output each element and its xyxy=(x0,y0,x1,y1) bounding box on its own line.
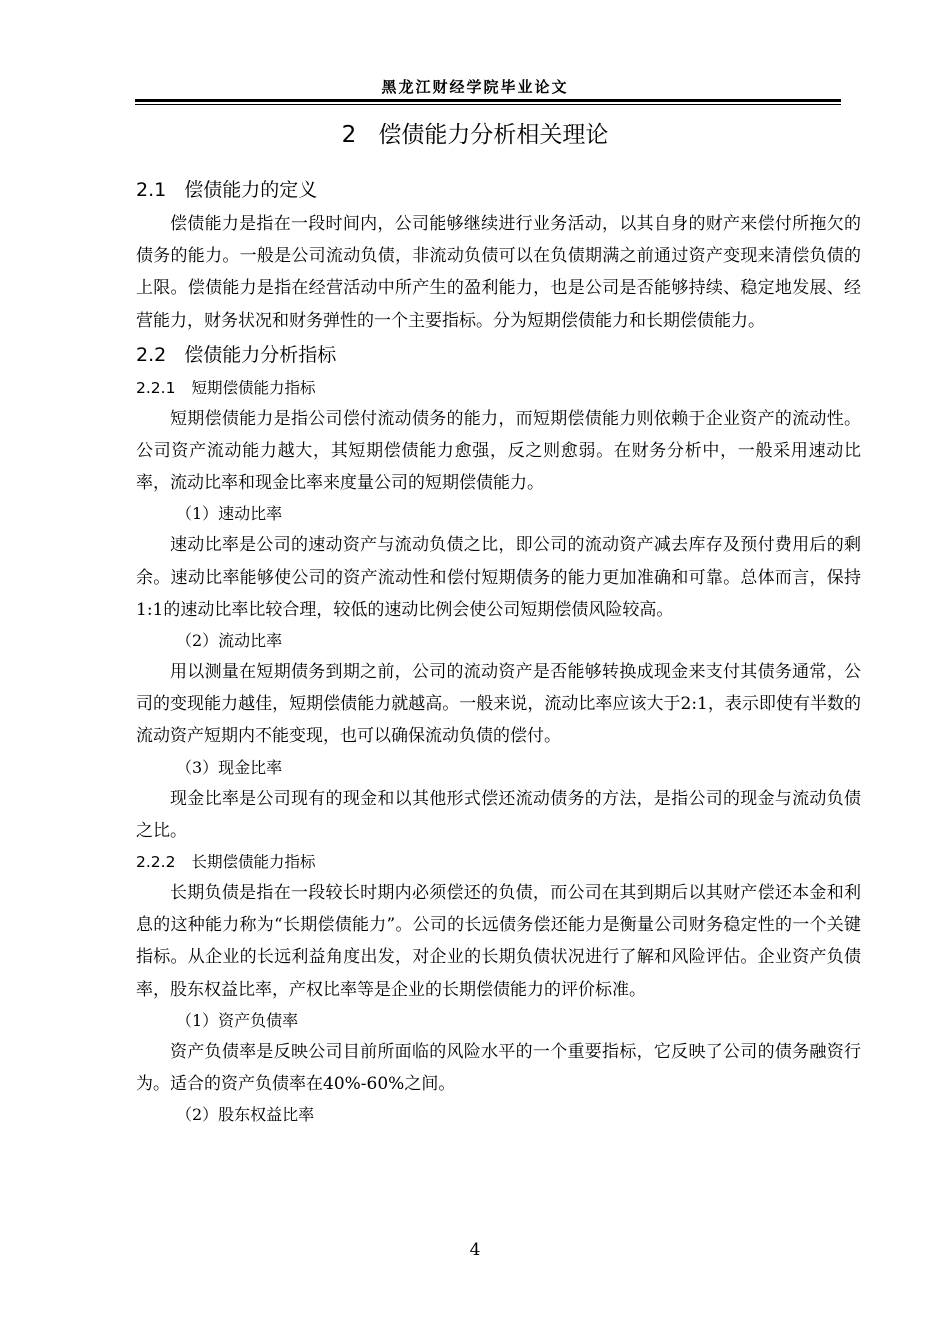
subsection-title: 短期偿债能力指标 xyxy=(191,378,316,397)
item-label-quick-ratio: （1）速动比率 xyxy=(176,504,283,524)
section-title: 偿债能力分析指标 xyxy=(184,343,337,366)
paragraph-debt-ratio: 资产负债率是反映公司目前所面临的风险水平的一个重要指标，它反映了公司的债务融资行为。适合的资产负债率在40%-60%之间。 xyxy=(136,1041,861,1095)
paragraph-current-ratio: 用以测量在短期债务到期之前，公司的流动资产是否能够转换成现金来支付其债务通常，公司的变现能力越佳，短期偿债能力就越高。一般来说，流动比率应该大于2:1，表示即使有半数的流动资产短期内不能变现，也可以确保流动负债的偿付。 xyxy=(136,662,861,747)
chapter-number: 2 xyxy=(341,122,357,148)
header-rule-thin xyxy=(135,104,841,105)
paragraph-short-term: 短期偿债能力是指公司偿付流动债务的能力，而短期偿债能力则依赖于企业资产的流动性。公司资产流动能力越大，其短期偿债能力愈强，反之则愈弱。在财务分析中，一般采用速动比率，流动比率和现金比率来度量公司的短期偿债能力。 xyxy=(136,408,861,494)
subsection-heading-2-2-1 xyxy=(136,373,861,403)
section-heading-2-1 xyxy=(136,172,861,208)
item-label-cash-ratio: （3）现金比率 xyxy=(176,757,283,777)
header-rule-thick xyxy=(135,99,841,102)
chapter-heading xyxy=(0,116,950,149)
paragraph-cash-ratio: 现金比率是公司现有的现金和以其他形式偿还流动债务的方法，是指公司的现金与流动负债之比。 xyxy=(136,788,861,841)
paragraph-definition: 偿债能力是指在一段时间内，公司能够继续进行业务活动，以其自身的财产来偿付所拖欠的债务的能力。一般是公司流动负债，非流动负债可以在负债期满之前通过资产变现来清偿负债的上限。偿债能力是指在经营活动中所产生的盈利能力，也是公司是否能够持续、稳定地发展、经营能力，财务状况和财务弹性的一个主要指标。分为短期偿债能力和长期偿债能力。 xyxy=(136,214,861,331)
subsection-title: 长期偿债能力指标 xyxy=(191,853,316,872)
chapter-title: 偿债能力分析相关理论 xyxy=(378,122,609,148)
section-heading-2-2 xyxy=(136,337,861,373)
body-content xyxy=(136,172,861,1130)
item-label-current-ratio: （2）流动比率 xyxy=(176,631,283,651)
paragraph-quick-ratio: 速动比率是公司的速动资产与流动负债之比，即公司的流动资产减去库存及预付费用后的剩余。速动比率能够使公司的资产流动性和偿付短期债务的能力更加准确和可靠。总体而言，保持1:1的速动比率比较合理，较低的速动比例会使公司短期偿债风险较高。 xyxy=(136,535,861,620)
item-label-equity-ratio: （2）股东权益比率 xyxy=(176,1105,315,1125)
section-number: 2.1 xyxy=(136,179,167,201)
subsection-number: 2.2.2 xyxy=(136,853,176,872)
paragraph-long-term: 长期负债是指在一段较长时期内必须偿还的负债，而公司在其到期后以其财产偿还本金和利息的这种能力称为“长期偿债能力”。公司的长远债务偿还能力是衡量公司财务稳定性的一个关键指标。从企业的长远利益角度出发，对企业的长期负债状况进行了解和风险评估。企业资产负债率，股东权益比率，产权比率等是企业的长期偿债能力的评价标准。 xyxy=(136,883,861,1000)
section-title: 偿债能力的定义 xyxy=(184,179,318,201)
page-number: 4 xyxy=(469,1240,481,1260)
item-label-debt-ratio: （1）资产负债率 xyxy=(176,1010,299,1030)
subsection-heading-2-2-2 xyxy=(136,847,861,877)
running-header: 黑龙江财经学院毕业论文 xyxy=(381,78,569,96)
subsection-number: 2.2.1 xyxy=(136,378,176,397)
section-number: 2.2 xyxy=(136,343,167,366)
